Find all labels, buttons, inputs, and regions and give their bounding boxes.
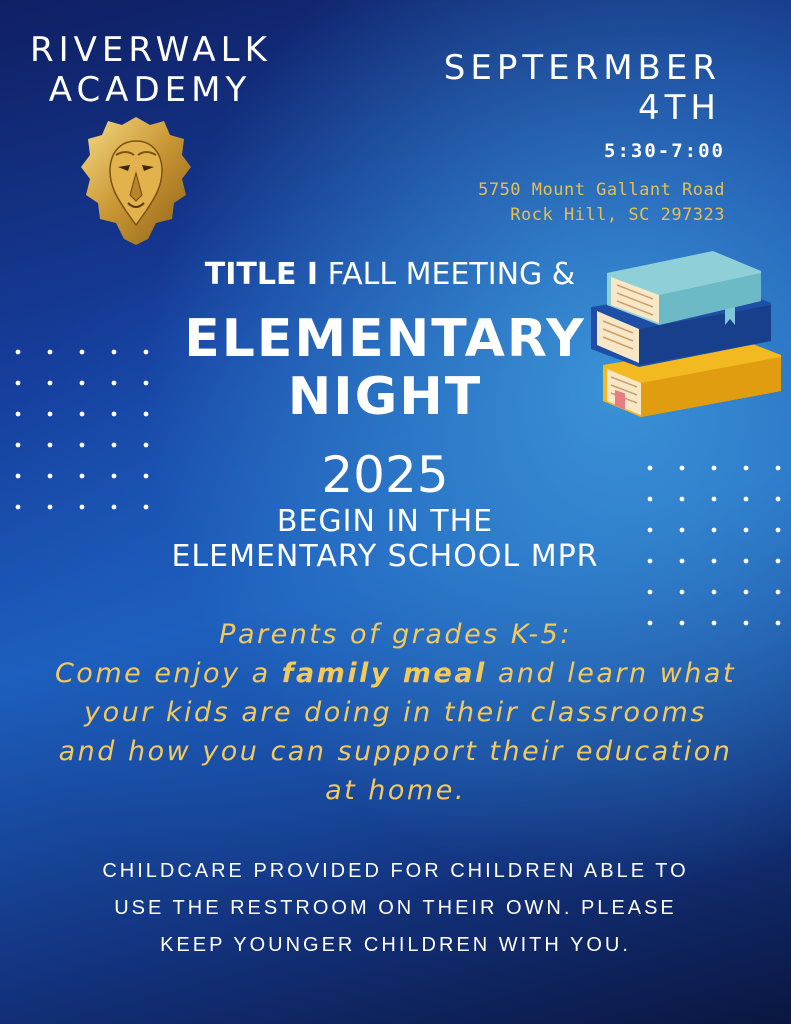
decorative-dot bbox=[16, 412, 21, 417]
lion-logo-icon bbox=[80, 115, 192, 247]
decorative-dot bbox=[648, 590, 653, 595]
decorative-dot bbox=[680, 497, 685, 502]
decorative-dot bbox=[648, 497, 653, 502]
decorative-dot bbox=[112, 443, 117, 448]
event-address bbox=[365, 178, 725, 228]
childcare-line2: USE THE RESTROOM ON THEIR OWN. PLEASE bbox=[114, 897, 677, 919]
decorative-dot bbox=[48, 443, 53, 448]
decorative-dot bbox=[112, 474, 117, 479]
message-line5: at home. bbox=[325, 775, 466, 806]
school-name bbox=[30, 30, 270, 110]
decorative-dot bbox=[16, 443, 21, 448]
decorative-dot bbox=[712, 590, 717, 595]
decorative-dot bbox=[776, 497, 781, 502]
event-date-line1: SEPTERMBER bbox=[443, 48, 721, 88]
school-name-line1: RIVERWALK bbox=[30, 30, 272, 70]
decorative-dot bbox=[16, 505, 21, 510]
decorative-dot bbox=[80, 505, 85, 510]
decorative-dot bbox=[80, 443, 85, 448]
decorative-dot bbox=[712, 559, 717, 564]
title-rest-part: FALL MEETING & bbox=[318, 257, 576, 292]
decorative-dot bbox=[776, 528, 781, 533]
event-year: 2025 bbox=[321, 446, 449, 504]
childcare-line1: CHILDCARE PROVIDED FOR CHILDREN ABLE TO bbox=[102, 860, 689, 882]
decorative-dot bbox=[776, 621, 781, 626]
address-line2: Rock Hill, SC 297323 bbox=[510, 205, 725, 225]
location-line1: BEGIN IN THE bbox=[276, 504, 494, 539]
family-meal-highlight: family meal bbox=[281, 658, 487, 689]
decorative-dot bbox=[712, 466, 717, 471]
decorative-dot bbox=[648, 559, 653, 564]
decorative-dot bbox=[744, 559, 749, 564]
decorative-dot bbox=[144, 474, 149, 479]
decorative-dot bbox=[744, 466, 749, 471]
decorative-dot bbox=[112, 350, 117, 355]
message-line1: Parents of grades K-5: bbox=[219, 619, 572, 650]
decorative-dot bbox=[744, 528, 749, 533]
decorative-dot bbox=[48, 381, 53, 386]
decorative-dot bbox=[48, 505, 53, 510]
decorative-dot bbox=[144, 350, 149, 355]
title-line1 bbox=[190, 256, 590, 294]
event-time: 5:30-7:00 bbox=[604, 140, 725, 162]
decorative-dot bbox=[144, 412, 149, 417]
event-date-line2: 4TH bbox=[638, 88, 721, 128]
decorative-dot bbox=[16, 474, 21, 479]
decorative-dot bbox=[144, 381, 149, 386]
decorative-dot bbox=[80, 474, 85, 479]
decorative-dot bbox=[680, 528, 685, 533]
decorative-dot bbox=[48, 350, 53, 355]
address-line1: 5750 Mount Gallant Road bbox=[478, 180, 725, 200]
title-bold-part: TITLE I bbox=[204, 257, 319, 292]
dot-grid-icon bbox=[8, 340, 158, 515]
childcare-note bbox=[70, 853, 721, 964]
decorative-dot bbox=[744, 590, 749, 595]
decorative-dot bbox=[680, 590, 685, 595]
title-main bbox=[170, 310, 600, 426]
decorative-dot bbox=[48, 474, 53, 479]
message-line4: and how you can suppport their education bbox=[58, 736, 733, 767]
decorative-dot bbox=[80, 381, 85, 386]
title-line3: NIGHT bbox=[287, 367, 483, 427]
decorative-dot bbox=[776, 466, 781, 471]
event-date bbox=[401, 48, 721, 128]
decorative-dot bbox=[80, 412, 85, 417]
decorative-dot bbox=[712, 528, 717, 533]
childcare-line3: KEEP YOUNGER CHILDREN WITH YOU. bbox=[160, 934, 631, 956]
decorative-dot bbox=[680, 559, 685, 564]
dot-grid-icon bbox=[640, 456, 790, 631]
decorative-dot bbox=[144, 443, 149, 448]
message-line2-post: and learn what bbox=[486, 658, 737, 689]
decorative-dot bbox=[776, 590, 781, 595]
books-stack-icon bbox=[585, 245, 785, 425]
decorative-dot bbox=[648, 528, 653, 533]
decorative-dot bbox=[680, 466, 685, 471]
location-line2: ELEMENTARY SCHOOL MPR bbox=[171, 539, 599, 574]
decorative-dot bbox=[16, 381, 21, 386]
location-note bbox=[135, 504, 635, 574]
decorative-dot bbox=[80, 350, 85, 355]
decorative-dot bbox=[776, 559, 781, 564]
title-line2: ELEMENTARY bbox=[184, 309, 586, 369]
decorative-dot bbox=[744, 497, 749, 502]
decorative-dot bbox=[48, 412, 53, 417]
message-line3: your kids are doing in their classrooms bbox=[84, 697, 707, 728]
decorative-dot bbox=[648, 466, 653, 471]
decorative-dot bbox=[712, 497, 717, 502]
decorative-dot bbox=[112, 412, 117, 417]
decorative-dot bbox=[112, 505, 117, 510]
parents-message bbox=[20, 615, 771, 810]
decorative-dot bbox=[144, 505, 149, 510]
message-line2-pre: Come enjoy a bbox=[54, 658, 282, 689]
school-name-line2: ACADEMY bbox=[48, 70, 252, 110]
message-line2 bbox=[20, 654, 771, 693]
decorative-dot bbox=[16, 350, 21, 355]
decorative-dot bbox=[112, 381, 117, 386]
